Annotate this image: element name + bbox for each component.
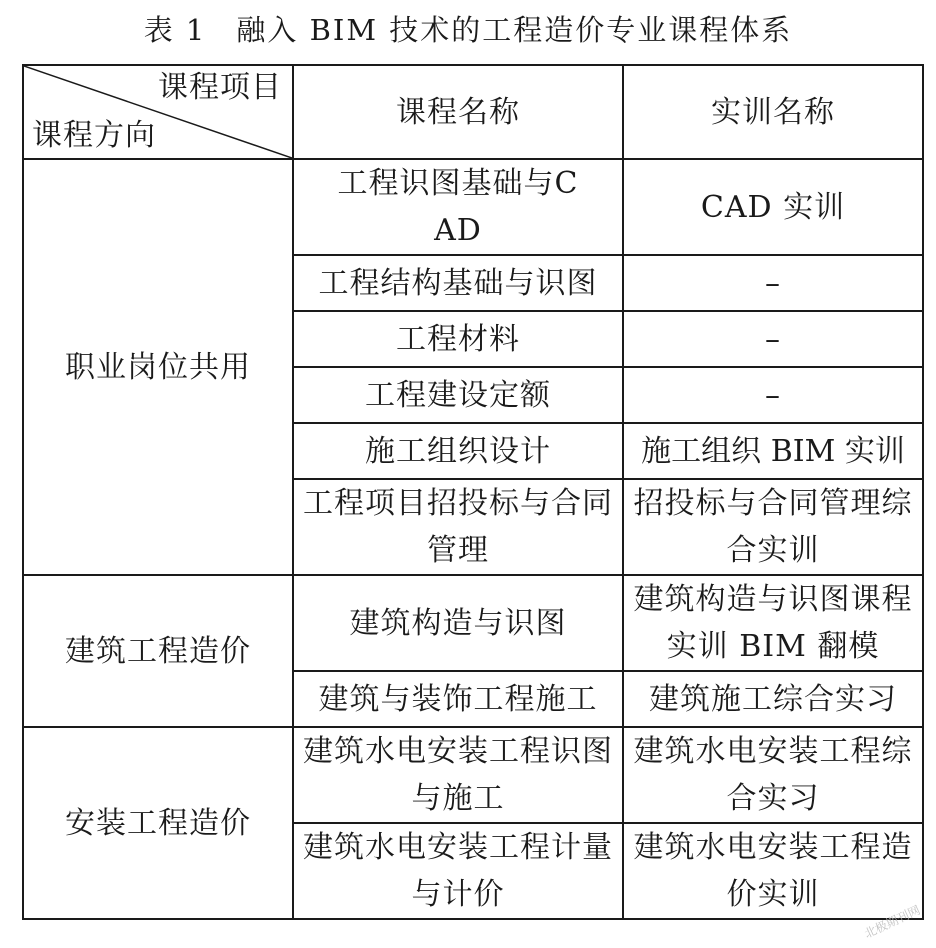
table-row bbox=[23, 727, 923, 823]
course-cell: 建筑水电安装工程计量与计价 bbox=[293, 823, 623, 919]
course-cell: 工程结构基础与识图 bbox=[293, 255, 623, 311]
table-caption bbox=[0, 0, 936, 56]
watermark: 北极期刊网 bbox=[862, 902, 923, 941]
course-cell: 工程材料 bbox=[293, 311, 623, 367]
training-cell: 招投标与合同管理综合实训 bbox=[623, 479, 923, 575]
header-row bbox=[23, 65, 923, 159]
training-cell: – bbox=[623, 367, 923, 423]
course-name-header: 课程名称 bbox=[293, 65, 623, 159]
training-name-header: 实训名称 bbox=[623, 65, 923, 159]
direction-cell: 建筑工程造价 bbox=[23, 575, 293, 727]
direction-cell: 职业岗位共用 bbox=[23, 159, 293, 575]
training-cell: – bbox=[623, 311, 923, 367]
course-cell: 工程项目招投标与合同管理 bbox=[293, 479, 623, 575]
training-cell: 建筑施工综合实习 bbox=[623, 671, 923, 727]
training-cell: – bbox=[623, 255, 923, 311]
course-cell: 工程建设定额 bbox=[293, 367, 623, 423]
table-number: 表 1 bbox=[143, 12, 207, 47]
course-cell: 工程识图基础与CAD bbox=[293, 159, 623, 255]
table-title: 融入 BIM 技术的工程造价专业课程体系 bbox=[236, 12, 793, 47]
training-cell: CAD 实训 bbox=[623, 159, 923, 255]
training-cell: 建筑构造与识图课程实训 BIM 翻模 bbox=[623, 575, 923, 671]
course-cell: 施工组织设计 bbox=[293, 423, 623, 479]
diagonal-header-cell bbox=[23, 65, 293, 159]
course-system-table bbox=[22, 64, 924, 920]
direction-cell: 安装工程造价 bbox=[23, 727, 293, 919]
course-cell: 建筑构造与识图 bbox=[293, 575, 623, 671]
table-row bbox=[23, 159, 923, 255]
training-cell: 建筑水电安装工程造价实训 bbox=[623, 823, 923, 919]
course-cell: 建筑与装饰工程施工 bbox=[293, 671, 623, 727]
corner-column-label: 课程项目 bbox=[158, 70, 282, 105]
corner-row-label: 课程方向 bbox=[32, 118, 156, 153]
table-row bbox=[23, 575, 923, 671]
training-cell: 建筑水电安装工程综合实习 bbox=[623, 727, 923, 823]
training-cell: 施工组织 BIM 实训 bbox=[623, 423, 923, 479]
course-cell: 建筑水电安装工程识图与施工 bbox=[293, 727, 623, 823]
